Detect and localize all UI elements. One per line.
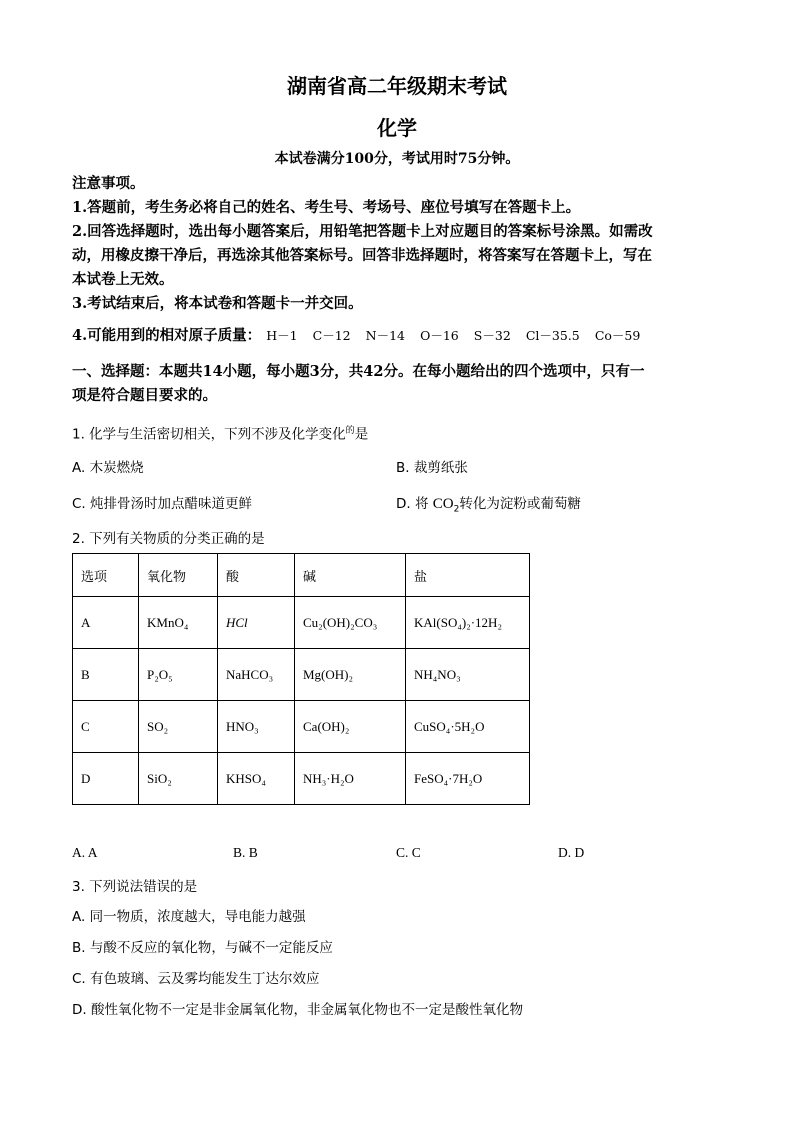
mass-c: C－12 xyxy=(312,328,351,343)
cell-acid: KHSO₄ xyxy=(218,753,295,805)
table-row xyxy=(73,597,530,649)
table-row xyxy=(73,649,530,701)
cell-oxide: SiO₂ xyxy=(139,753,218,805)
question-2-stem: 2. 下列有关物质的分类正确的是 xyxy=(72,531,265,547)
cell-oxide: P₂O₅ xyxy=(139,649,218,701)
table-row xyxy=(73,753,530,805)
q1-d-subscript: 2 xyxy=(453,504,460,515)
cell-oxide: SO₂ xyxy=(139,701,218,753)
table-header-row xyxy=(73,554,530,597)
page-title: 湖南省高二年级期末考试 xyxy=(287,74,507,98)
q2-choice-d: D. D xyxy=(558,845,585,860)
note-4-atomic-masses xyxy=(72,324,722,348)
cell-salt: KAl(SO₄)₂·12H₂ xyxy=(406,597,530,649)
mass-h: H－1 xyxy=(266,328,298,343)
mass-o: O－16 xyxy=(420,328,459,343)
q1-stem-end: 是 xyxy=(354,426,369,443)
cell-base: NH₃·H₂O xyxy=(295,753,406,805)
q3-option-a: A. 同一物质，浓度越大，导电能力越强 xyxy=(72,909,306,925)
cell-acid: HNO₃ xyxy=(218,701,295,753)
table-row xyxy=(73,701,530,753)
note-4-label: 4.可能用到的相对原子质量： xyxy=(72,327,262,344)
q1-option-b: B. 裁剪纸张 xyxy=(396,460,468,476)
q1-stem-sup: 的 xyxy=(345,426,355,436)
note-3: 3.考试结束后，将本试卷和答题卡一并交回。 xyxy=(72,295,363,312)
q1-option-d xyxy=(396,492,581,515)
cell-base: Mg(OH)₂ xyxy=(295,649,406,701)
cell-salt: CuSO₄·5H₂O xyxy=(406,701,530,753)
mass-co: Co－59 xyxy=(594,328,641,343)
subject-title: 化学 xyxy=(377,116,417,140)
q1-stem-text: 1. 化学与生活密切相关，下列不涉及化学变化 xyxy=(72,426,346,443)
cell-acid: HCl xyxy=(218,597,295,649)
cell-option: A xyxy=(73,597,139,649)
question-3-stem: 3. 下列说法错误的是 xyxy=(72,879,198,895)
cell-option: B xyxy=(73,649,139,701)
header-option: 选项 xyxy=(73,554,139,597)
notes-heading: 注意事项。 xyxy=(72,175,145,192)
note-1: 1.答题前，考生务必将自己的姓名、考生号、考场号、座位号填写在答题卡上。 xyxy=(72,199,581,216)
mass-n: N－14 xyxy=(365,328,406,343)
cell-option: D xyxy=(73,753,139,805)
q2-choice-c: C. C xyxy=(396,845,421,860)
cell-base: Cu₂(OH)₂CO₃ xyxy=(295,597,406,649)
q3-option-b: B. 与酸不反应的氧化物，与碱不一定能反应 xyxy=(72,940,333,956)
q1-option-c: C. 炖排骨汤时加点醋味道更鲜 xyxy=(72,496,253,512)
header-oxide: 氧化物 xyxy=(139,554,218,597)
cell-oxide: KMnO₄ xyxy=(139,597,218,649)
header-acid: 酸 xyxy=(218,554,295,597)
q2-choice-b: B. B xyxy=(233,845,258,860)
note-2-line-3: 本试卷上无效。 xyxy=(72,271,174,288)
q1-option-a: A. 木炭燃烧 xyxy=(72,460,144,476)
classification-table xyxy=(72,553,530,805)
q3-option-d: D. 酸性氧化物不一定是非金属氧化物，非金属氧化物也不一定是酸性氧化物 xyxy=(72,1002,523,1018)
q1-d-prefix: D. 将 xyxy=(396,496,429,512)
cell-acid: NaHCO₃ xyxy=(218,649,295,701)
header-salt: 盐 xyxy=(406,554,530,597)
exam-subtitle: 本试卷满分100分，考试用时75分钟。 xyxy=(274,151,520,167)
cell-salt: NH₄NO₃ xyxy=(406,649,530,701)
note-2-line-1: 2.回答选择题时，选出每小题答案后，用铅笔把答题卡上对应题目的答案标号涂黑。如需改 xyxy=(72,223,653,240)
note-2-line-2: 动，用橡皮擦干净后，再选涂其他答案标号。回答非选择题时，将答案写在答题卡上，写在 xyxy=(72,247,652,264)
mass-s: S－32 xyxy=(473,328,511,343)
section-1-line-1: 一、选择题：本题共14小题，每小题3分，共42分。在每小题给出的四个选项中，只有一 xyxy=(72,363,645,380)
question-1-stem xyxy=(72,420,722,446)
cell-salt: FeSO₄·7H₂O xyxy=(406,753,530,805)
cell-base: Ca(OH)₂ xyxy=(295,701,406,753)
q1-d-formula: CO xyxy=(432,496,454,512)
mass-cl: Cl－35.5 xyxy=(525,328,580,343)
header-base: 碱 xyxy=(295,554,406,597)
section-1-line-2: 项是符合题目要求的。 xyxy=(72,387,217,404)
q3-option-c: C. 有色玻璃、云及雾均能发生丁达尔效应 xyxy=(72,971,320,987)
q2-choice-a: A. A xyxy=(72,845,98,860)
cell-option: C xyxy=(73,701,139,753)
q1-d-suffix: 转化为淀粉或葡萄糖 xyxy=(459,496,581,512)
